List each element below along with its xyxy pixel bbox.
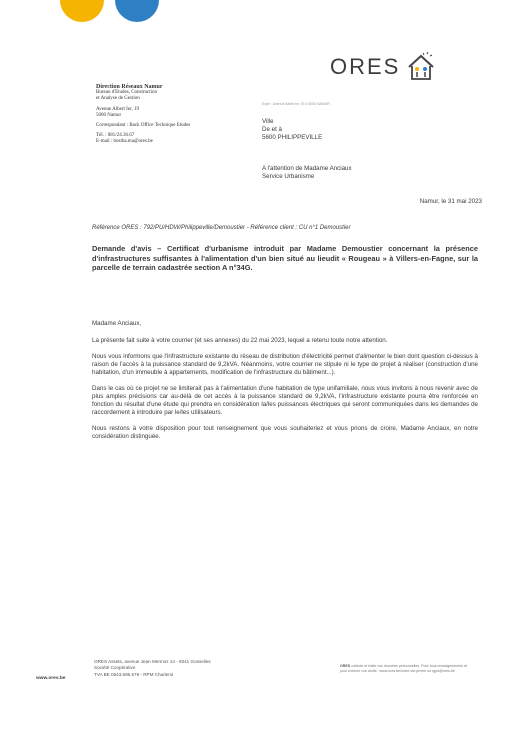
sender-line: E-mail : bostba.ma@ores.be (96, 139, 153, 145)
ores-logo-text: ORES (330, 54, 401, 79)
sender-line: et Analyse de Gestion (96, 96, 140, 102)
sender-department: Direction Réseaux Namur (96, 84, 163, 90)
attention-line: A l'attention de Madame Anciaux (262, 165, 352, 172)
letter-body (92, 337, 478, 449)
footer-website: www.ores.be (36, 676, 66, 681)
footer-address (94, 659, 211, 678)
recipient-line: Ville (262, 118, 274, 125)
letter-date: Namur, le 31 mai 2023 (419, 198, 482, 205)
ores-logo (330, 52, 436, 82)
recipient-line: 5600 PHILIPPEVILLE (262, 134, 323, 141)
recipient-address (262, 118, 322, 142)
footer-address-line: Société Coopérative (94, 665, 136, 671)
footer-address-line: TVA BE 0543.696.579 - RPM Charleroi (94, 671, 174, 677)
subject-heading: Demande d'avis – Certificat d'urbanisme introduit par Madame Demoustier concernant la présence d'infrastructures suffisantes à l'alimentation d'un bien situé au lieudit « Rougeau » à Villers-en-Fagne, sur la parcelle de terrain cadastrée section A n°34G. (92, 244, 478, 273)
house-icon (406, 52, 436, 82)
footer-privacy-note (340, 664, 470, 674)
body-paragraph: La présente fait suite à votre courrier (et ses annexes) du 22 mai 2023, lequel a retenu toute notre attention. (92, 337, 388, 344)
body-paragraph: Nous restons à votre disposition pour tout renseignement que vous souhaiteriez et vous prions de croire, Madame Anciaux, en notre considération distinguée. (92, 425, 478, 440)
body-paragraph: Dans le cas où ce projet ne se limiterait pas à l'alimentation d'une habitation de type unifamiliale, nous vous invitons à nous revenir avec de plus amples précisions car au-delà de cet accès à la puissance standard de 9,2kVA, l'infrastructure existante pourra être renforcée en fonction du résultat d'une étude qui prendra en considération la/les puissances électriques qui seront communiquées dans les demandes de raccordement à introduire par le/les utilisateurs. (92, 385, 478, 416)
footer-note-text: collecte et traite vos données personnelles. Pour tous renseignements et pour exercer vos droits : www.ores.be/notre-vie-privee ou rgpd@ores.be (340, 664, 468, 673)
recipient-line: De et à (262, 126, 282, 133)
logo-yellow-circle (60, 0, 104, 22)
salutation: Madame Anciaux, (92, 320, 142, 327)
sender-line: Bureau d'Etudes, Construction (96, 90, 158, 96)
sender-line: 5000 Namur (96, 112, 122, 118)
footer-address-line: ORES Assets, avenue Jean Mermoz 14 - 6041 Gosselies (94, 659, 211, 664)
sender-reference-line: Expé : Avenue Albert Ier 19 à 5000 NAMUR (262, 102, 330, 106)
sender-line: Avenue Albert Ier, 19 (96, 106, 140, 112)
reference-line: Référence ORES : 792/PU/HDW/Philippeville/Demoustier - Référence client : CU n°1 Demoustier (92, 225, 351, 231)
sender-line: Tél. : 081/24.36.67 (96, 133, 135, 139)
body-paragraph: Nous vous informons que l'infrastructure existante du réseau de distribution d'électricité permet d'alimenter le bien dont question ci-dessus à raison de l'accès à la puissance standard de 9,2kVA. Néanmoins, votre courrier ne stipule ni le type de projet à réaliser (construction d'une habitation, d'un immeuble à appartements, modification de l'infrastructure du bâtiment...). (92, 353, 478, 376)
sender-block (96, 84, 190, 146)
attention-line: Service Urbanisme (262, 173, 315, 180)
attention-block (262, 165, 352, 181)
sender-line: Correspondant : Back Office Technique Etudes (96, 123, 191, 129)
footer-note-heading: ORES (340, 664, 351, 668)
logo-blue-circle (115, 0, 159, 22)
